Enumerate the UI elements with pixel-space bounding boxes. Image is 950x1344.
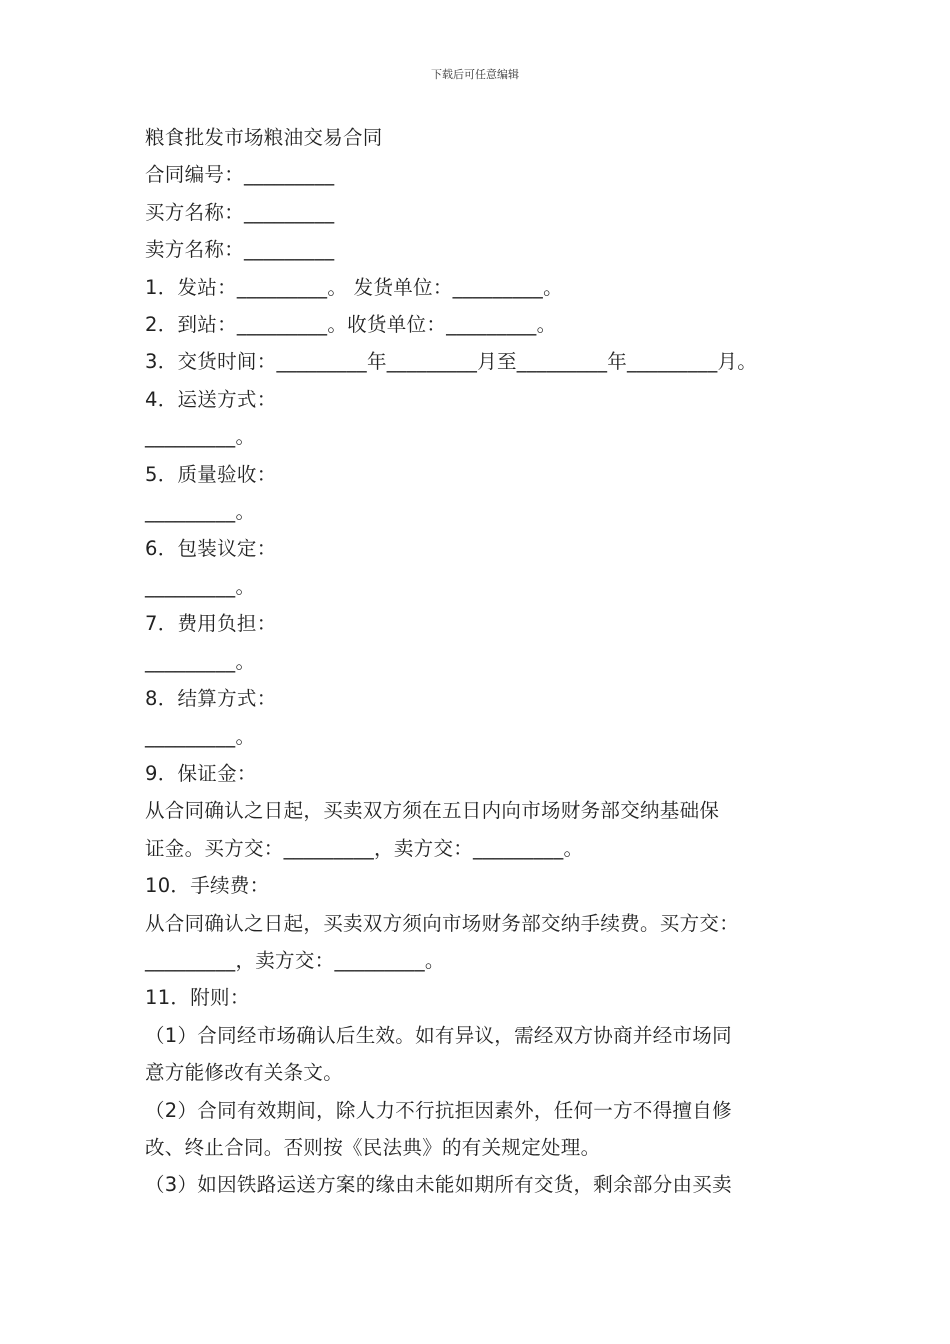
- clause-9-heading: 9．保证金：: [145, 761, 257, 785]
- clause-1-departure: 1．发站：_________。 发货单位：_________。: [145, 275, 563, 299]
- contract-body: [145, 119, 825, 1204]
- clause-10-text-2: _________，卖方交：_________。: [145, 948, 445, 972]
- clause-11-heading: 11．附则：: [145, 986, 250, 1010]
- clause-8-heading: 8．结算方式：: [145, 687, 277, 711]
- clause-4-heading: 4．运送方式：: [145, 387, 277, 411]
- clause-11-item-1-a: （1）合同经市场确认后生效。如有异议，需经双方协商并经市场同: [145, 1023, 732, 1047]
- clause-11-item-3-a: （3）如因铁路运送方案的缘由未能如期所有交货，剩余部分由买卖: [145, 1173, 732, 1197]
- clause-11-item-1-b: 意方能修改有关条文。: [145, 1061, 344, 1085]
- clause-3-delivery-time: 3．交货时间：_________年_________月至_________年_________月。: [145, 350, 758, 374]
- clause-7-blank: _________。: [145, 649, 256, 673]
- clause-7-heading: 7．费用负担：: [145, 612, 277, 636]
- clause-9-text-2: 证金。买方交：_________，卖方交：_________。: [145, 836, 584, 860]
- clause-6-heading: 6．包装议定：: [145, 537, 277, 561]
- contract-title: 粮食批发市场粮油交易合同: [145, 126, 383, 149]
- buyer-name-line: 买方名称：_________: [145, 200, 335, 224]
- clause-8-blank: _________。: [145, 724, 256, 748]
- page-header-note: 下载后可任意编辑: [431, 68, 519, 81]
- clause-6-blank: _________。: [145, 574, 256, 598]
- clause-2-arrival: 2．到站：_________。收货单位：_________。: [145, 313, 557, 337]
- clause-11-item-2-b: 改、终止合同。否则按《民法典》的有关规定处理。: [145, 1135, 601, 1159]
- clause-10-text-1: 从合同确认之日起，买卖双方须向市场财务部交纳手续费。买方交：: [145, 911, 740, 935]
- clause-4-blank: _________。: [145, 425, 256, 449]
- clause-9-text-1: 从合同确认之日起，买卖双方须在五日内向市场财务部交纳基础保: [145, 799, 720, 823]
- clause-11-item-2-a: （2）合同有效期间，除人力不行抗拒因素外，任何一方不得擅自修: [145, 1098, 732, 1122]
- seller-name-line: 卖方名称：_________: [145, 238, 335, 262]
- clause-5-heading: 5．质量验收：: [145, 462, 277, 486]
- clause-5-blank: _________。: [145, 500, 256, 524]
- clause-10-heading: 10．手续费：: [145, 874, 270, 898]
- contract-number-line: 合同编号：_________: [145, 163, 335, 187]
